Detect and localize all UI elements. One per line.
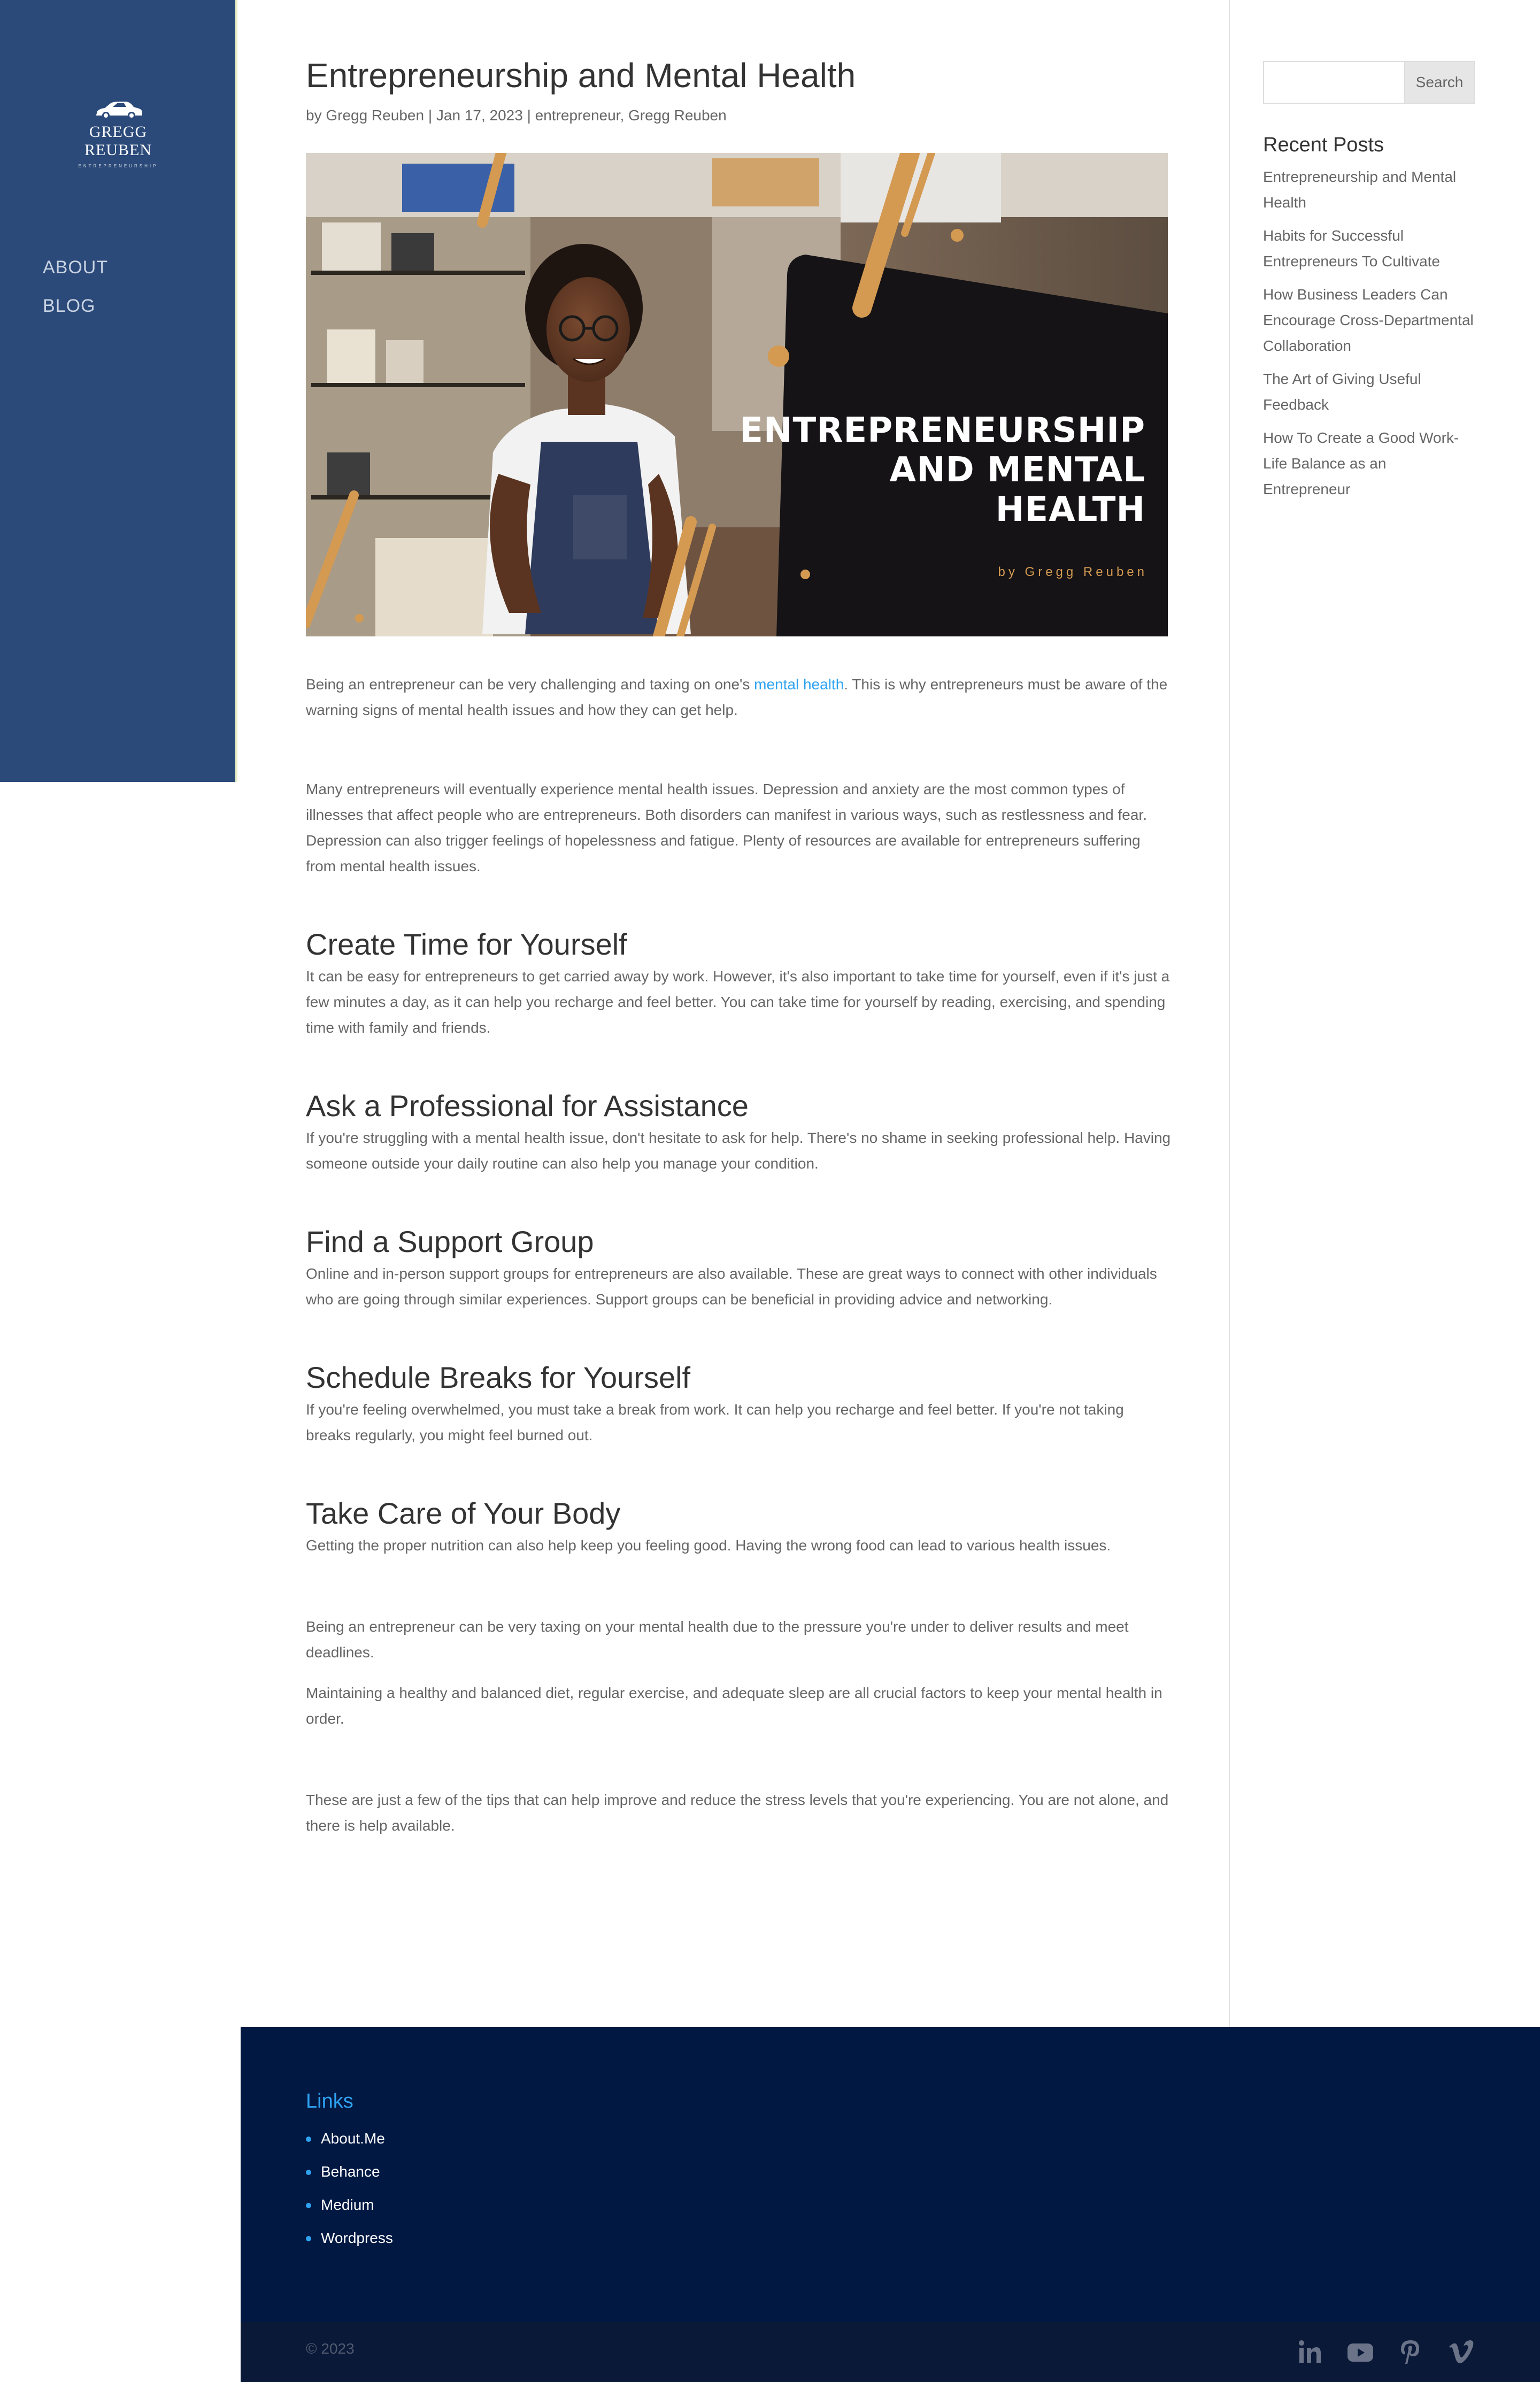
paragraph: Maintaining a healthy and balanced diet, regular exercise, and adequate sleep are all crucial factors to keep your mental health in order. (306, 1685, 1162, 1727)
search-button[interactable]: Search (1405, 61, 1475, 104)
footer-bottom-bar (241, 2322, 1540, 2382)
recent-post-link[interactable]: How Business Leaders Can Encourage Cross-Departmental Collaboration (1263, 286, 1474, 354)
post-meta (306, 107, 727, 124)
paragraph: Being an entrepreneur can be very taxing on your mental health due to the pressure you're under to deliver results and meet deadlines. (306, 1618, 1129, 1661)
footer-link-about-me[interactable]: About.Me (321, 2130, 385, 2147)
nav-item-about[interactable]: ABOUT (43, 257, 109, 278)
footer-links-heading: Links (306, 2090, 353, 2112)
copyright: © 2023 (306, 2340, 355, 2357)
intro-text: . This is why entrepreneurs must be aware of the warning signs of mental health issues and how they can get help. (306, 676, 1168, 718)
hero-photo-illustration (306, 153, 1168, 636)
recent-post-link[interactable]: How To Create a Good Work-Life Balance as an Entrepreneur (1263, 429, 1459, 497)
social-icons (1274, 2338, 1475, 2366)
list-item (1263, 425, 1475, 502)
list-item (306, 2122, 393, 2155)
hero-title-line: ENTREPRENEURSHIP (740, 411, 1145, 450)
section-heading: Create Time for Yourself (306, 927, 627, 961)
paragraph: It can be easy for entrepreneurs to get carried away by work. However, it's also important to take time for yourself, even if it's just a few minutes a day, as it can help you recharge and feel better. You can take time for yourself by reading, exercising, and spending time with family and friends. (306, 968, 1170, 1036)
mental-health-link[interactable]: mental health (754, 676, 844, 693)
hero-title (740, 411, 1145, 529)
post-title: Entrepreneurship and Mental Health (306, 56, 856, 95)
site-logo[interactable] (60, 101, 176, 168)
footer-link-behance[interactable]: Behance (321, 2163, 380, 2180)
meta-categories-link[interactable]: entrepreneur, Gregg Reuben (535, 107, 727, 124)
footer-link-medium[interactable]: Medium (321, 2196, 374, 2213)
recent-posts-heading: Recent Posts (1263, 134, 1384, 156)
featured-image (306, 153, 1168, 636)
sidebar-divider (1229, 0, 1230, 2027)
pinterest-icon[interactable] (1397, 2338, 1424, 2366)
meta-author-link[interactable]: Gregg Reuben (326, 107, 425, 124)
list-item (306, 2188, 393, 2222)
paragraph: Online and in-person support groups for entrepreneurs are also available. These are great ways to connect with other individuals who are going through similar experiences. Support groups can be beneficial in providing advice and networking. (306, 1265, 1157, 1308)
meta-date: Jan 17, 2023 (436, 107, 523, 124)
linkedin-icon[interactable] (1296, 2338, 1324, 2366)
section-heading: Schedule Breaks for Yourself (306, 1361, 691, 1394)
left-sidebar (0, 0, 237, 782)
vimeo-icon[interactable] (1447, 2338, 1475, 2366)
paragraph: If you're feeling overwhelmed, you must take a break from work. It can help you recharge and feel better. If you're not taking breaks regularly, you might feel burned out. (306, 1401, 1124, 1443)
logo-name: GREGG REUBEN (84, 123, 152, 159)
list-item (306, 2155, 393, 2188)
list-item (1263, 164, 1475, 216)
logo-tagline: ENTREPRENEURSHIP (78, 164, 158, 168)
site-footer (241, 2027, 1540, 2382)
search-input[interactable] (1263, 61, 1405, 104)
recent-posts-list (1263, 164, 1475, 502)
hero-title-line: HEALTH (995, 490, 1145, 529)
paragraph: Many entrepreneurs will eventually experience mental health issues. Depression and anxiety are the most common types of illnesses that affect people who are entrepreneurs. Both disorders can manifest in various ways, such as restlessness and fear. Depression can also trigger feelings of hopelessness and fatigue. Plenty of resources are available for entrepreneurs suffering from mental health issues. (306, 781, 1147, 874)
footer-links-list (306, 2122, 393, 2255)
nav-item-blog[interactable]: BLOG (43, 296, 96, 316)
meta-separator: | (428, 107, 433, 124)
section-heading: Ask a Professional for Assistance (306, 1089, 749, 1123)
section-heading: Take Care of Your Body (306, 1496, 621, 1530)
paragraph: These are just a few of the tips that can help improve and reduce the stress levels that you're experiencing. You are not alone, and there is help available. (306, 1792, 1169, 1834)
hero-title-line: AND MENTAL (889, 450, 1145, 490)
list-item (306, 2222, 393, 2255)
list-item (1263, 282, 1475, 359)
sidebar-nav (43, 253, 108, 331)
paragraph: If you're struggling with a mental health issue, don't hesitate to ask for help. There's no shame in seeking professional help. Having someone outside your daily routine can also help you manage your condition. (306, 1129, 1171, 1172)
search-form (1263, 61, 1475, 104)
recent-post-link[interactable]: Entrepreneurship and Mental Health (1263, 168, 1457, 211)
footer-link-wordpress[interactable]: Wordpress (321, 2230, 393, 2246)
paragraph: Getting the proper nutrition can also help keep you feeling good. Having the wrong food can lead to various health issues. (306, 1537, 1111, 1554)
list-item (1263, 223, 1475, 274)
youtube-icon[interactable] (1346, 2338, 1374, 2366)
meta-separator: | (527, 107, 531, 124)
intro-paragraph (306, 672, 1172, 723)
list-item (1263, 366, 1475, 418)
right-sidebar (1263, 61, 1475, 510)
meta-by: by (306, 107, 322, 124)
hero-byline: by Gregg Reuben (998, 565, 1148, 579)
recent-post-link[interactable]: Habits for Successful Entrepreneurs To Cultivate (1263, 227, 1440, 270)
intro-text: Being an entrepreneur can be very challenging and taxing on one's (306, 676, 754, 693)
post-content (306, 672, 1172, 1839)
recent-post-link[interactable]: The Art of Giving Useful Feedback (1263, 371, 1421, 413)
section-heading: Find a Support Group (306, 1225, 594, 1258)
car-logo-icon (93, 101, 143, 121)
